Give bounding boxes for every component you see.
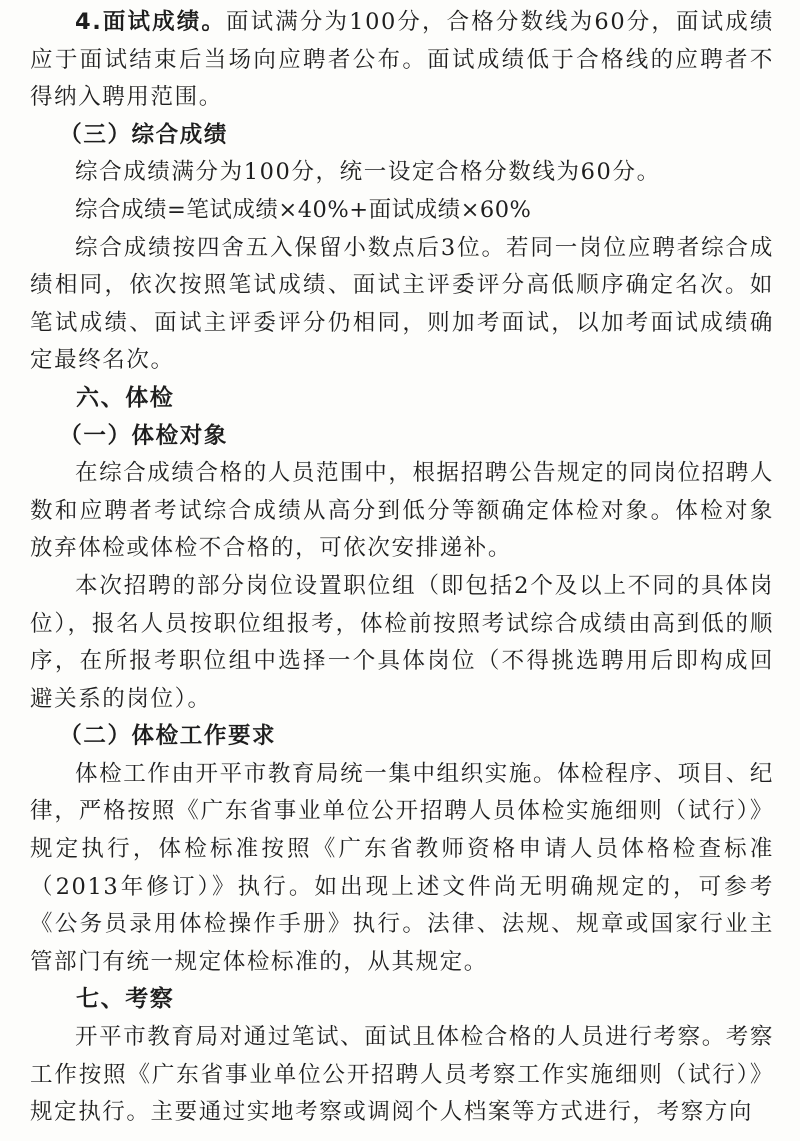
composite-paragraph-2: 综合成绩按四舍五入保留小数点后3位。若同一岗位应聘者综合成绩相同，依次按照笔试成绩、面试主评委评分高低顺序确定名次。如笔试成绩、面试主评委评分仍相同，则加考面试，以加考面试成绩确定最终名次。	[30, 234, 774, 374]
interview-text: 面试满分为100分，合格分数线为60分，面试成绩应于面试结束后当场向应聘者公布。面试成绩低于合格线的应聘者不得纳入聘用范围。	[30, 9, 774, 111]
composite-paragraph-1: 综合成绩满分为100分，统一设定合格分数线为60分。	[75, 159, 661, 186]
composite-formula: 综合成绩=笔试成绩×40%+面试成绩×60%	[75, 196, 532, 223]
section6-sub2-heading: （二）体检工作要求	[59, 723, 277, 750]
section6-heading: 六、体检	[76, 384, 175, 411]
interview-paragraph	[30, 4, 774, 117]
section6-sub1-paragraph-2: 本次招聘的部分岗位设置职位组（即包括2个及以上不同的具体岗位），报名人员按职位组报考，体检前按照考试综合成绩由高到低的顺序，在所报考职位组中选择一个具体岗位（不得挑选聘用后即构成回避关系的岗位）。	[30, 572, 774, 712]
section6-sub1-paragraph-1: 在综合成绩合格的人员范围中，根据招聘公告规定的同岗位招聘人数和应聘者考试综合成绩从高分到低分等额确定体检对象。体检对象放弃体检或体检不合格的，可依次安排递补。	[30, 460, 774, 562]
section6-sub1-heading: （一）体检对象	[59, 422, 228, 449]
composite-heading: （三）综合成绩	[59, 121, 228, 148]
section7-heading: 七、考察	[76, 986, 175, 1013]
section7-paragraph-1: 开平市教育局对通过笔试、面试且体检合格的人员进行考察。考察工作按照《广东省事业单位公开招聘人员考察工作实施细则（试行）》规定执行。主要通过实地考察或调阅个人档案等方式进行，考察方向	[30, 1024, 774, 1126]
interview-lead: 4.面试成绩。	[75, 9, 227, 35]
section6-sub2-paragraph-1: 体检工作由开平市教育局统一集中组织实施。体检程序、项目、纪律，严格按照《广东省事业单位公开招聘人员体检实施细则（试行）》规定执行，体检标准按照《广东省教师资格申请人员体格检查标准（2013年修订）》执行。如出现上述文件尚无明确规定的，可参考《公务员录用体检操作手册》执行。法律、法规、规章或国家行业主管部门有统一规定体检标准的，从其规定。	[30, 760, 774, 975]
